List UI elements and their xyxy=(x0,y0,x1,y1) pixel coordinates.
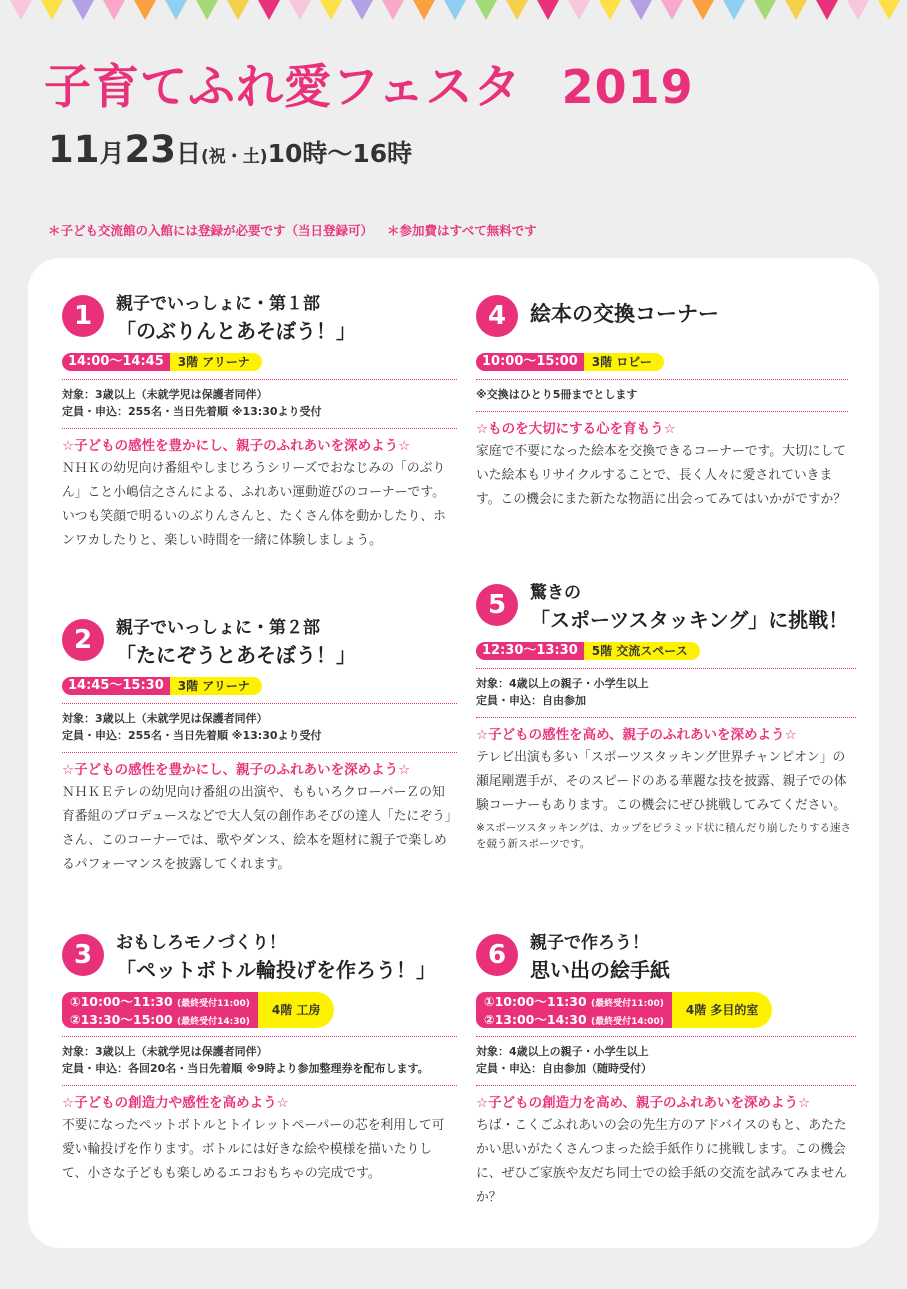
program-section-5 xyxy=(476,580,856,852)
bunting-flag xyxy=(692,0,714,20)
schedule-tags xyxy=(476,353,848,371)
divider xyxy=(62,1036,457,1037)
bunting-flag xyxy=(599,0,621,20)
program-section-6 xyxy=(476,930,856,1210)
divider xyxy=(62,703,457,704)
capacity-info: 定員・申込：各回20名・当日先着順 ※9時より参加整理券を配布します。 xyxy=(62,1062,429,1075)
bunting-flag xyxy=(320,0,342,20)
divider xyxy=(476,1036,856,1037)
bunting-flag xyxy=(413,0,435,20)
bunting-flag xyxy=(382,0,404,20)
section-description: 不要になったペットボトルとトイレットペーパーの芯を利用して可愛い輪投げを作ります。ボトルには好きな絵や模様を描いたりして、小さな子どもも楽しめるエコおもちゃの完成です。 xyxy=(62,1118,445,1181)
place-tag: 3階 アリーナ xyxy=(170,353,262,371)
place-tag: 5階 交流スペース xyxy=(584,642,700,660)
bunting-flag xyxy=(10,0,32,20)
section-number-badge: 4 xyxy=(476,295,518,337)
bunting-flag xyxy=(351,0,373,20)
divider xyxy=(62,379,457,380)
divider xyxy=(476,1085,856,1086)
target-info: 対象：3歳以上（未就学児は保護者同伴） xyxy=(62,712,268,725)
time-tag: ①10:00〜11:30 (最終受付11:00) ②13:30〜15:00 (最終受付14:30) xyxy=(62,992,258,1028)
entry-notice: ＊子ども交流館の入館には登録が必要です（当日登録可） ＊参加費はすべて無料です xyxy=(48,223,537,238)
bunting-flag xyxy=(134,0,156,20)
bunting-flag xyxy=(568,0,590,20)
bunting-flag xyxy=(878,0,900,20)
divider xyxy=(476,668,856,669)
time-tag: ①10:00〜11:30 (最終受付11:00) ②13:00〜14:30 (最終受付14:00) xyxy=(476,992,672,1028)
place-tag: 4階 多目的室 xyxy=(672,992,773,1028)
schedule-tags xyxy=(62,353,457,371)
target-info: 対象：3歳以上（未就学児は保護者同伴） xyxy=(62,388,268,401)
divider xyxy=(62,752,457,753)
exchange-limit-info: ※交換はひとり5冊までとします xyxy=(476,388,638,401)
place-tag: 4階 工房 xyxy=(258,992,335,1028)
bunting-flag xyxy=(537,0,559,20)
section-title: おもしろモノづくり！ 「ペットボトル輪投げを作ろう！」 xyxy=(116,933,436,982)
section-number-badge: 3 xyxy=(62,934,104,976)
bunting-flag xyxy=(227,0,249,20)
schedule-tags xyxy=(62,677,457,695)
place-tag: 3階 ロビー xyxy=(584,353,664,371)
bunting-flag xyxy=(630,0,652,20)
bunting-flag xyxy=(847,0,869,20)
time-tag: 14:45〜15:30 xyxy=(62,677,170,695)
bunting-flag xyxy=(661,0,683,20)
bunting-decoration xyxy=(0,0,907,26)
divider xyxy=(62,1085,457,1086)
program-section-4 xyxy=(476,291,848,512)
divider xyxy=(476,379,848,380)
section-title: 親子でいっしょに・第１部 「のぶりんとあそぼう！」 xyxy=(116,294,356,343)
bunting-flag xyxy=(506,0,528,20)
section-description: ちば・こくごふれあいの会の先生方のアドバイスのもと、あたたかい思いがたくさんつまった絵手紙作りに挑戦します。この機会に、ぜひご家族や友だち同士での絵手紙の交流を試みてみませんか？ xyxy=(476,1118,848,1205)
target-info: 対象：4歳以上の親子・小学生以上 xyxy=(476,1045,649,1058)
program-section-3 xyxy=(62,930,457,1186)
time-tag: 14:00〜14:45 xyxy=(62,353,170,371)
bunting-flag xyxy=(816,0,838,20)
section-number-badge: 5 xyxy=(476,584,518,626)
place-tag: 3階 アリーナ xyxy=(170,677,262,695)
bunting-flag xyxy=(258,0,280,20)
section-subheading: ☆子どもの創造力を高め、親子のふれあいを深めよう☆ xyxy=(476,1095,811,1111)
section-title: 絵本の交換コーナー xyxy=(530,302,719,326)
capacity-info: 定員・申込：自由参加 xyxy=(476,694,586,707)
program-card xyxy=(28,258,879,1248)
time-tag: 12:30〜13:30 xyxy=(476,642,584,660)
schedule-tags xyxy=(62,992,457,1028)
section-title: 親子でいっしょに・第２部 「たにぞうとあそぼう！」 xyxy=(116,618,356,667)
event-datetime: 11月23日(祝・土)10時〜16時 xyxy=(48,128,413,171)
section-number-badge: 6 xyxy=(476,934,518,976)
page-title: 子育てふれ愛フェスタ 2019 xyxy=(44,60,694,115)
section-number-badge: 1 xyxy=(62,295,104,337)
section-subheading: ☆子どもの感性を高め、親子のふれあいを深めよう☆ xyxy=(476,727,797,743)
time-tag: 10:00〜15:00 xyxy=(476,353,584,371)
section-subheading: ☆子どもの感性を豊かにし、親子のふれあいを深めよう☆ xyxy=(62,762,411,778)
bunting-flag xyxy=(41,0,63,20)
section-subheading: ☆ものを大切にする心を育もう☆ xyxy=(476,421,676,437)
bunting-flag xyxy=(785,0,807,20)
target-info: 対象：3歳以上（未就学児は保護者同伴） xyxy=(62,1045,268,1058)
section-subheading: ☆子どもの創造力や感性を高めよう☆ xyxy=(62,1095,289,1111)
bunting-flag xyxy=(165,0,187,20)
section-description: ＮＨＫＥテレの幼児向け番組の出演や、ももいろクローバーＺの知育番組のプロデュースなどで大人気の創作あそびの達人「たにぞう」さん、このコーナーでは、歌やダンス、絵本を題材に親子で楽しめるパフォーマンスを披露してくれます。 xyxy=(62,785,452,872)
program-section-1 xyxy=(62,291,457,553)
bunting-flag xyxy=(289,0,311,20)
section-number-badge: 2 xyxy=(62,619,104,661)
section-title: 驚きの 「スポーツスタッキング」に挑戦！ xyxy=(530,583,849,632)
bunting-flag xyxy=(196,0,218,20)
section-subheading: ☆子どもの感性を豊かにし、親子のふれあいを深めよう☆ xyxy=(62,438,411,454)
capacity-info: 定員・申込：255名・当日先着順 ※13:30より受付 xyxy=(62,405,322,418)
divider xyxy=(62,428,457,429)
capacity-info: 定員・申込：255名・当日先着順 ※13:30より受付 xyxy=(62,729,322,742)
section-description: ＮＨＫの幼児向け番組やしまじろうシリーズでおなじみの「のぶりん」こと小嶋信之さんによる、ふれあい運動遊びのコーナーです。いつも笑顔で明るいのぶりんさんと、たくさん体を動かしたり、ホンワカしたりと、楽しい時間を一緒に体験しましょう。 xyxy=(62,461,446,548)
target-info: 対象：4歳以上の親子・小学生以上 xyxy=(476,677,649,690)
section-description: 家庭で不要になった絵本を交換できるコーナーです。大切にしていた絵本もリサイクルすることで、長く人々に愛されていきます。この機会にまた新たな物語に出会ってみてはいかがですか？ xyxy=(476,444,847,507)
bunting-flag xyxy=(754,0,776,20)
program-section-2 xyxy=(62,615,457,877)
divider xyxy=(476,717,856,718)
section-title: 親子で作ろう！ 思い出の絵手紙 xyxy=(530,933,670,982)
divider xyxy=(476,411,848,412)
bunting-flag xyxy=(103,0,125,20)
bunting-flag xyxy=(72,0,94,20)
bunting-flag xyxy=(475,0,497,20)
bunting-flag xyxy=(444,0,466,20)
schedule-tags xyxy=(476,642,856,660)
bunting-flag xyxy=(723,0,745,20)
capacity-info: 定員・申込：自由参加（随時受付） xyxy=(476,1062,652,1075)
section-description: テレビ出演も多い「スポーツスタッキング世界チャンピオン」の瀬尾剛選手が、そのスピードのある華麗な技を披露、親子での体験コーナーもあります。この機会にぜひ挑戦してみてください。 xyxy=(476,750,847,813)
footnote: ※スポーツスタッキングは、カップをピラミッド状に積んだり崩したりする速さを競う新スポーツです。 xyxy=(476,822,852,850)
schedule-tags xyxy=(476,992,856,1028)
